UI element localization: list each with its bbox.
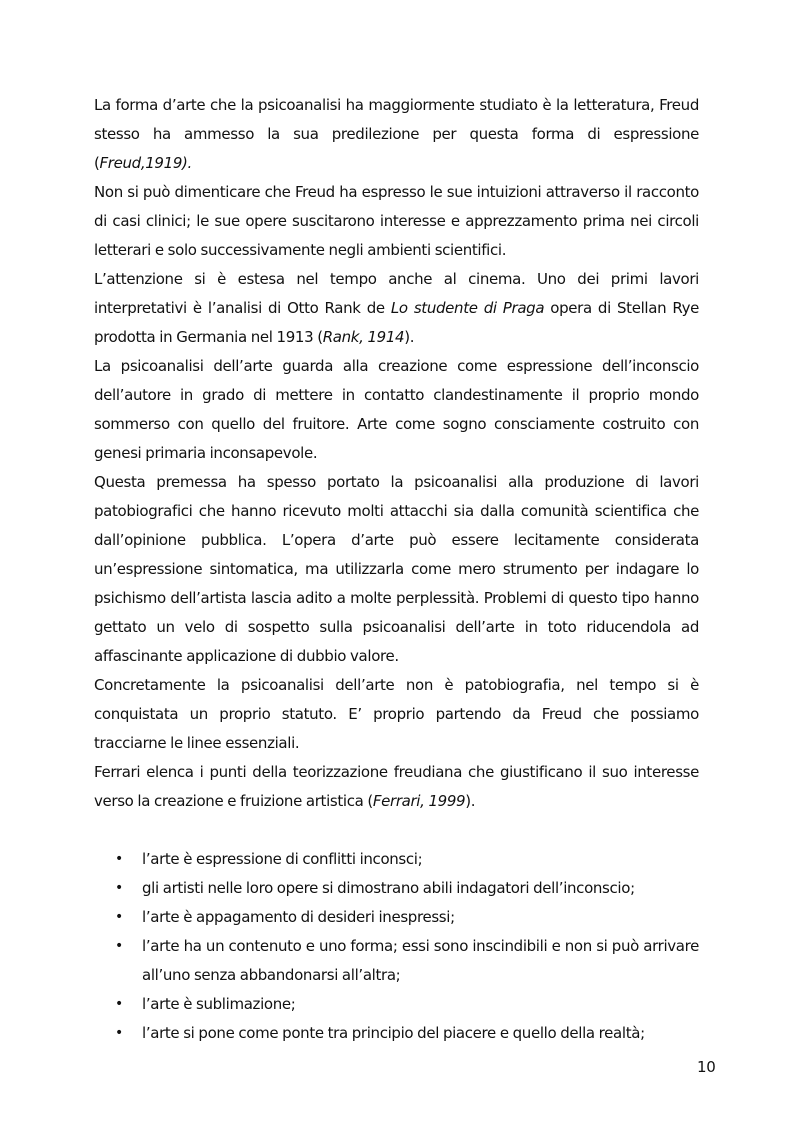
list-item-text: l’arte è appagamento di desideri inespressi; bbox=[142, 908, 455, 926]
list-item bbox=[94, 932, 699, 990]
paragraph-text: L’attenzione si è estesa nel tempo anche al cinema. Uno dei primi lavori interpretativi è l’analisi di Otto Rank de bbox=[94, 270, 699, 317]
bullet-icon: • bbox=[115, 1025, 123, 1041]
paragraph-statute bbox=[94, 671, 699, 758]
list-item bbox=[94, 1019, 699, 1048]
paragraph-pathobiography bbox=[94, 468, 699, 671]
film-title: Lo studente di Praga bbox=[390, 299, 545, 317]
page-number: 10 bbox=[697, 1058, 716, 1076]
bullet-icon: • bbox=[115, 909, 123, 925]
paragraph-ferrari bbox=[94, 758, 699, 816]
paragraph-text: ). bbox=[465, 792, 476, 810]
bullet-list bbox=[94, 845, 699, 1048]
paragraph-literature bbox=[94, 91, 699, 178]
list-item bbox=[94, 845, 699, 874]
list-item-text: l’arte ha un contenuto e uno forma; essi sono inscindibili e non si può arrivare all’uno senza abbandonarsi all’altra; bbox=[142, 937, 699, 984]
list-item-text: l’arte è espressione di conflitti inconsci; bbox=[142, 850, 423, 868]
citation-freud-1919: Freud,1919). bbox=[99, 154, 192, 172]
list-item bbox=[94, 990, 699, 1019]
paragraph-text: Non si può dimenticare che Freud ha espresso le sue intuizioni attraverso il racconto di casi clinici; le sue opere suscitarono interesse e apprezzamento prima nei circoli letterari e solo successivamente negli ambienti scientifici. bbox=[94, 183, 699, 259]
list-item-text: gli artisti nelle loro opere si dimostrano abili indagatori dell’inconscio; bbox=[142, 879, 635, 897]
paragraph-text: opera di Stellan Rye prodotta in Germania nel 1913 ( bbox=[94, 299, 699, 346]
paragraph-text: La forma d’arte che la psicoanalisi ha maggiormente studiato è la letteratura, Freud stesso ha ammesso la sua predilezione per questa forma di espressione ( bbox=[94, 96, 699, 172]
citation-rank-1914: Rank, 1914 bbox=[322, 328, 405, 346]
bullet-icon: • bbox=[115, 880, 123, 896]
bullet-icon: • bbox=[115, 851, 123, 867]
list-item-text: l’arte è sublimazione; bbox=[142, 995, 296, 1013]
document-body bbox=[94, 91, 699, 1048]
paragraph-psychoanalysis-of-art bbox=[94, 352, 699, 468]
citation-ferrari-1999: Ferrari, 1999 bbox=[372, 792, 466, 810]
list-item bbox=[94, 903, 699, 932]
paragraph-spacer bbox=[94, 816, 699, 845]
paragraph-text: Concretamente la psicoanalisi dell’arte non è patobiografia, nel tempo si è conquistata un proprio statuto. E’ proprio partendo da Freud che possiamo tracciarne le linee essenziali. bbox=[94, 676, 699, 752]
paragraph-cinema bbox=[94, 265, 699, 352]
list-item bbox=[94, 874, 699, 903]
bullet-icon: • bbox=[115, 996, 123, 1012]
paragraph-text: Ferrari elenca i punti della teorizzazione freudiana che giustificano il suo interesse verso la creazione e fruizione artistica ( bbox=[94, 763, 699, 810]
paragraph-text: La psicoanalisi dell’arte guarda alla creazione come espressione dell’inconscio dell’autore in grado di mettere in contatto clandestinamente il proprio mondo sommerso con quello del fruitore. Arte come sogno consciamente costruito con genesi primaria inconsapevole. bbox=[94, 357, 699, 462]
paragraph-text: ). bbox=[404, 328, 415, 346]
list-item-text: l’arte si pone come ponte tra principio del piacere e quello della realtà; bbox=[142, 1024, 645, 1042]
paragraph-text: Questa premessa ha spesso portato la psicoanalisi alla produzione di lavori patobiografici che hanno ricevuto molti attacchi sia dalla comunità scientifica che dall’opinione pubblica. L’opera d’arte può essere lecitamente considerata un’espressione sintomatica, ma utilizzarla come mero strumento per indagare lo psichismo dell’artista lascia adito a molte perplessità. Problemi di questo tipo hanno gettato un velo di sospetto sulla psicoanalisi dell’arte in toto riducendola ad affascinante applicazione di dubbio valore. bbox=[94, 473, 699, 665]
bullet-icon: • bbox=[115, 938, 123, 954]
paragraph-clinical-cases bbox=[94, 178, 699, 265]
